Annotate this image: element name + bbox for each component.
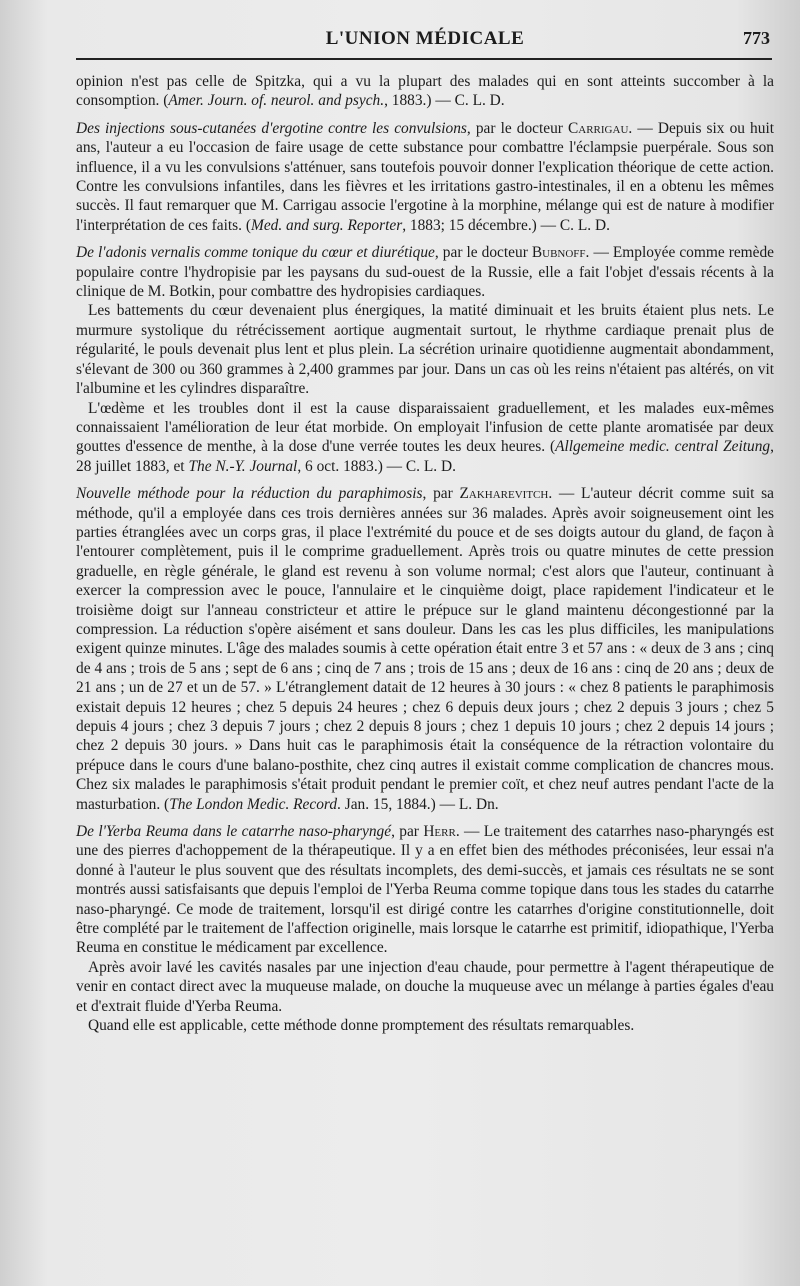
author-name: Carrigau [568, 119, 629, 137]
text-run: , par le docteur [466, 119, 569, 137]
text-run: , par [391, 823, 424, 841]
paragraph [76, 484, 774, 814]
text-run: . — Depuis six ou huit ans, l'auteur a eu l'occasion de faire usage de cette substance pour combattre l'éclampsie puerpérale. Sous son influence, il a vu les convulsions s'atténuer, sans toutefois pouvoir donner l'explication théorique de cette action. Contre les convulsions infantiles, dans les fièvres et les irritations gastro-intestinales, il en a obtenu les mêmes succès. Il faut remarquer que M. Carrigau associe l'ergotine à la morphine, mélange qui est de nature à modifier l'interprétation de ces faits. ( [76, 119, 774, 234]
journal-title: L'UNION MÉDICALE [325, 28, 525, 49]
text-run: . — Employée comme remède populaire contre l'hydropisie par les paysans du sud-ouest de la Russie, elle a fait l'objet d'essais récents à la clinique de M. Botkin, pour combattre des hydropisies cardiaques. [76, 244, 774, 301]
text-run: . — Le traitement des catarrhes naso-pharyngés est une des pierres d'achoppement de la thérapeutique. Il y a en effet bien des méthodes préconisées, leur essai n'a donné à l'auteur le plus souvent que des résultats incomplets, des demi-succès, et jamais ces résultats ne se sont montrés aussi satisfaisants que depuis l'emploi de l'Yerba Reuma comme topique dans tous les stades du catarrhe naso-pharyngé. Ce mode de traitement, lorsqu'il est dirigé contre les catarrhes d'origine constitutionnelle, doit être complété par le traitement de l'affection originelle, mais lorsque le catarrhe est primitif, idiopathique, l'Yerba Reuma en constitue le médicament par excellence. [76, 823, 775, 957]
italic-text: De l'adonis vernalis comme tonique du cœur et diurétique [76, 244, 435, 262]
italic-text: The London Medic. Record [169, 795, 338, 813]
author-name: Bubnoff [531, 244, 586, 262]
text-run: , par [422, 485, 460, 503]
italic-text: The N.-Y. Journal [188, 457, 298, 475]
header-rule [76, 58, 772, 60]
italic-text: Allgemeine medic. central Zeitung [555, 438, 771, 456]
page-number: 773 [743, 28, 770, 48]
text-run: Quand elle est applicable, cette méthode donne promptement des résultats remarquables. [88, 1017, 635, 1035]
paragraph [76, 822, 774, 958]
italic-text: De l'Yerba Reuma dans le catarrhe naso-pharyngé [76, 823, 392, 841]
italic-text: Nouvelle méthode pour la réduction du paraphimosis [76, 485, 423, 503]
text-run: , 1883.) — C. L. D. [384, 92, 505, 110]
page-header [76, 28, 774, 58]
text-run: L'œdème et les troubles dont il est la cause disparaissaient graduellement, et les malades eux-mêmes connaissaient l'amélioration de leur état morbide. On employait l'infusion de cette plante aromatisée par deux gouttes d'essence de menthe, à la dose d'une verrée toutes les deux heures. ( [76, 399, 774, 456]
text-run: Après avoir lavé les cavités nasales par une injection d'eau chaude, pour permettre à l'agent thérapeutique de venir en contact direct avec la muqueuse malade, on douche la muqueuse avec un mélange à parties égales d'eau et d'extrait fluide d'Yerba Reuma. [76, 958, 774, 1015]
text-run: , 28 juillet 1883, et [76, 438, 774, 475]
text-run: . — L'auteur décrit comme suit sa méthode, qu'il a employée dans ces trois dernières années sur 36 malades. Après avoir soigneusement oint les parties étranglées avec un corps gras, il place l'extrémité du pouce et de ses doigts autour du gland, de façon à l'entourer complètement, puis il le comprime graduellement. Après trois ou quatre minutes de cette pression graduelle, en règle générale, le gland est revenu à son volume normal; c'est alors que l'auteur, continuant à exercer la compression avec le pouce, l'annulaire et le cinquième doigt, place rapidement l'indicateur et le troisième doigt sur l'anneau constricteur et attire le prépuce sur le gland maintenu décongestionné par la compression. La réduction s'opère aisément et sans douleur. Dans les cas les plus difficiles, les manipulations exigent quinze minutes. L'âge des malades soumis à cette opération était entre 3 et 57 ans : « deux de 3 ans ; cinq de 4 ans ; trois de 5 ans ; sept de 6 ans ; cinq de 7 ans ; trois de 15 ans ; deux de 16 ans : cinq de 20 ans ; deux de 21 ans ; un de 27 et un de 57. » L'étranglement datait de 12 heures à 30 jours : « chez 8 patients le paraphimosis existait depuis 12 heures ; chez 5 depuis 24 heures ; chez 6 depuis deux jours ; chez 2 depuis 3 jours ; chez 5 depuis 4 jours ; chez 3 depuis 7 jours ; chez 2 depuis 8 jours ; chez 1 depuis 10 jours ; chez 2 depuis 14 jours ; chez 2 depuis 30 jours. » Dans huit cas le paraphimosis était la conséquence de la rétraction volontaire du prépuce dans le cours d'une balano-posthite, chez cinq autres il existait comme complication de chancres mous. Chez six malades le paraphimosis s'était produit pendant le premier coït, et chez neuf autres pendant l'acte de la masturbation. ( [76, 485, 775, 813]
text-run: , 6 oct. 1883.) — C. L. D. [297, 457, 456, 475]
italic-text: Des injections sous-cutanées d'ergotine contre les convulsions [76, 119, 467, 137]
author-name: Zakharevitch [459, 485, 549, 503]
paragraph [76, 958, 774, 1016]
paragraph [76, 119, 774, 235]
italic-text: Med. and surg. Reporter [251, 216, 403, 234]
article-body [76, 72, 774, 1036]
paragraph [76, 399, 774, 477]
author-name: Herr [423, 823, 456, 841]
text-run: . Jan. 15, 1884.) — L. Dn. [337, 795, 499, 813]
paragraph [76, 243, 774, 301]
text-run: , par le docteur [434, 244, 532, 262]
text-run: , 1883; 15 décembre.) — C. L. D. [402, 216, 610, 234]
paragraph [76, 1016, 774, 1035]
text-run: Les battements du cœur devenaient plus énergiques, la matité diminuait et les bruits étaient plus nets. Le murmure systolique du rétrécissement aortique augmentait surtout, le rhythme cardiaque prenait plus de régularité, le pouls devenait plus lent et plus plein. La sécrétion urinaire quotidienne augmentait abondamment, s'élevant de 300 ou 360 grammes à 2,400 grammes par jour. Dans un cas où les reins n'étaient pas altérés, on vit l'albumine et les cylindres disparaître. [76, 302, 774, 398]
paragraph [76, 72, 774, 111]
text-run: opinion n'est pas celle de Spitzka, qui a vu la plupart des malades qui en sont atteints succomber à la consomption. ( [76, 73, 774, 110]
italic-text: Amer. Journ. of. neurol. and psych. [168, 92, 385, 110]
paragraph [76, 301, 774, 398]
